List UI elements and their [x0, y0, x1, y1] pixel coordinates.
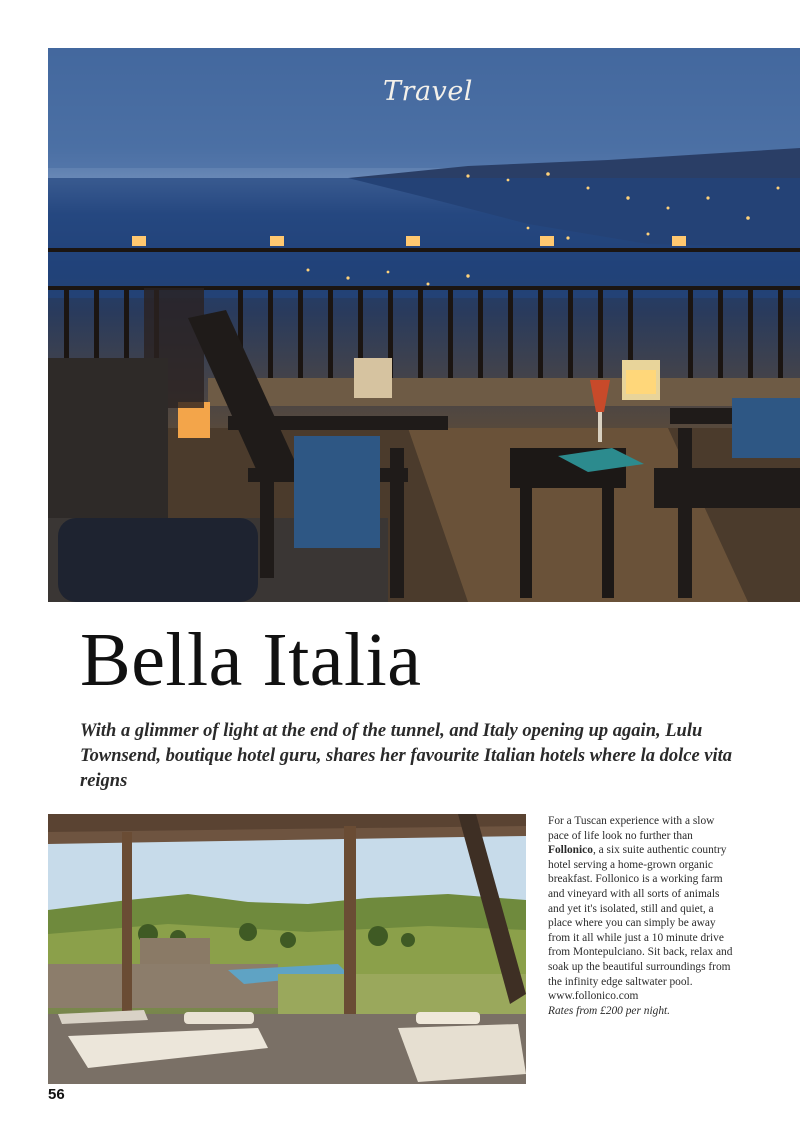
follonico-photo — [48, 814, 526, 1084]
tuscan-pool-illustration — [48, 814, 526, 1084]
hotel-website[interactable]: www.follonico.com — [548, 990, 639, 1003]
hotel-name: Follonico — [548, 844, 593, 857]
body-text: , a six suite authentic country hotel serving a home-grown organic breakfast. Follonico is a working farm and vineyard with all sorts of animals and yet it's isolated, still and quiet, a place where you can simply be away from it all while just a 10 minute drive from Montepulciano. Sit back, relax and soak up the beautiful surroundings from the infinity edge saltwater pool. — [548, 844, 733, 988]
article-body — [548, 814, 738, 1018]
hero-terrace-illustration — [48, 48, 800, 602]
article-title: Bella Italia — [80, 618, 422, 702]
hotel-rates: Rates from £200 per night. — [548, 1004, 671, 1017]
body-paragraph — [548, 814, 738, 989]
page-number: 56 — [48, 1086, 65, 1103]
body-intro: For a Tuscan experience with a slow pace of life look no further than — [548, 815, 715, 842]
hero-photo — [48, 48, 800, 602]
section-label: Travel — [383, 76, 473, 107]
article-standfirst: With a glimmer of light at the end of the tunnel, and Italy opening up again, Lulu Townsend, boutique hotel guru, shares her favourite Italian hotels where la dolce vita reigns — [80, 721, 733, 791]
